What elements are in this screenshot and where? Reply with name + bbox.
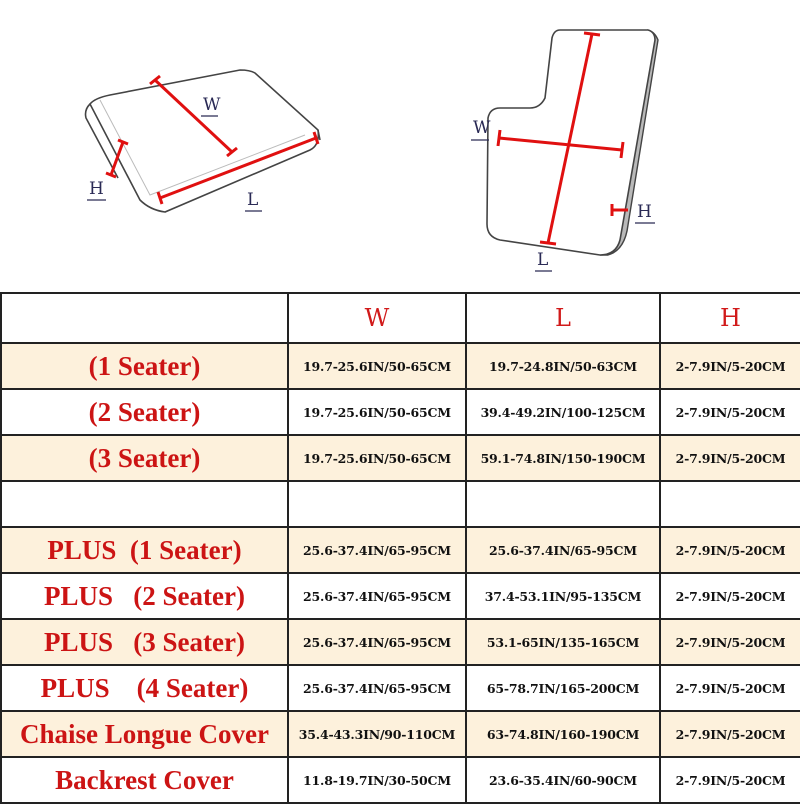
cell-l bbox=[466, 481, 660, 527]
seat-cushion-diagram bbox=[86, 70, 321, 212]
cell-l: 63-74.8IN/160-190CM bbox=[466, 711, 660, 757]
cell-l: 23.6-35.4IN/60-90CM bbox=[466, 757, 660, 803]
cell-l: 37.4-53.1IN/95-135CM bbox=[466, 573, 660, 619]
seat-l-label: L bbox=[247, 190, 259, 210]
table-header-row bbox=[1, 293, 800, 343]
table-row bbox=[1, 527, 800, 573]
row-label bbox=[1, 481, 288, 527]
row-label: PLUS (1 Seater) bbox=[1, 527, 288, 573]
cell-w: 35.4-43.3IN/90-110CM bbox=[288, 711, 466, 757]
back-h-label: H bbox=[637, 202, 652, 222]
table-row bbox=[1, 389, 800, 435]
cell-l: 59.1-74.8IN/150-190CM bbox=[466, 435, 660, 481]
cell-w: 11.8-19.7IN/30-50CM bbox=[288, 757, 466, 803]
cell-h: 2-7.9IN/5-20CM bbox=[660, 343, 800, 389]
cell-h: 2-7.9IN/5-20CM bbox=[660, 527, 800, 573]
table-row bbox=[1, 481, 800, 527]
backrest-diagram bbox=[471, 30, 658, 271]
cell-h: 2-7.9IN/5-20CM bbox=[660, 665, 800, 711]
row-label: PLUS (4 Seater) bbox=[1, 665, 288, 711]
cell-w: 19.7-25.6IN/50-65CM bbox=[288, 343, 466, 389]
cell-w: 19.7-25.6IN/50-65CM bbox=[288, 389, 466, 435]
header-l: L bbox=[466, 293, 660, 343]
table-row bbox=[1, 435, 800, 481]
cell-w: 25.6-37.4IN/65-95CM bbox=[288, 619, 466, 665]
cell-w: 25.6-37.4IN/65-95CM bbox=[288, 527, 466, 573]
cell-l: 53.1-65IN/135-165CM bbox=[466, 619, 660, 665]
cell-h: 2-7.9IN/5-20CM bbox=[660, 757, 800, 803]
cell-l: 65-78.7IN/165-200CM bbox=[466, 665, 660, 711]
cell-w: 19.7-25.6IN/50-65CM bbox=[288, 435, 466, 481]
row-label: Backrest Cover bbox=[1, 757, 288, 803]
back-l-label: L bbox=[537, 250, 549, 270]
cell-h: 2-7.9IN/5-20CM bbox=[660, 711, 800, 757]
cell-w: 25.6-37.4IN/65-95CM bbox=[288, 573, 466, 619]
cell-h: 2-7.9IN/5-20CM bbox=[660, 389, 800, 435]
cell-h: 2-7.9IN/5-20CM bbox=[660, 619, 800, 665]
table-row bbox=[1, 665, 800, 711]
table-row bbox=[1, 619, 800, 665]
cell-h: 2-7.9IN/5-20CM bbox=[660, 573, 800, 619]
cell-w bbox=[288, 481, 466, 527]
row-label: (1 Seater) bbox=[1, 343, 288, 389]
table-row bbox=[1, 573, 800, 619]
row-label: PLUS (2 Seater) bbox=[1, 573, 288, 619]
header-h: H bbox=[660, 293, 800, 343]
cell-h: 2-7.9IN/5-20CM bbox=[660, 435, 800, 481]
row-label: PLUS (3 Seater) bbox=[1, 619, 288, 665]
cell-l: 25.6-37.4IN/65-95CM bbox=[466, 527, 660, 573]
dimension-diagrams bbox=[0, 0, 800, 290]
cell-l: 19.7-24.8IN/50-63CM bbox=[466, 343, 660, 389]
row-label: (3 Seater) bbox=[1, 435, 288, 481]
back-w-label: W bbox=[473, 118, 491, 138]
header-row-label bbox=[1, 293, 288, 343]
seat-h-label: H bbox=[89, 179, 104, 199]
cell-l: 39.4-49.2IN/100-125CM bbox=[466, 389, 660, 435]
cell-w: 25.6-37.4IN/65-95CM bbox=[288, 665, 466, 711]
row-label: Chaise Longue Cover bbox=[1, 711, 288, 757]
cell-h bbox=[660, 481, 800, 527]
table-row bbox=[1, 711, 800, 757]
size-chart-table bbox=[0, 292, 800, 804]
seat-w-label: W bbox=[203, 95, 221, 115]
row-label: (2 Seater) bbox=[1, 389, 288, 435]
table-row bbox=[1, 757, 800, 803]
header-w: W bbox=[288, 293, 466, 343]
table-row bbox=[1, 343, 800, 389]
